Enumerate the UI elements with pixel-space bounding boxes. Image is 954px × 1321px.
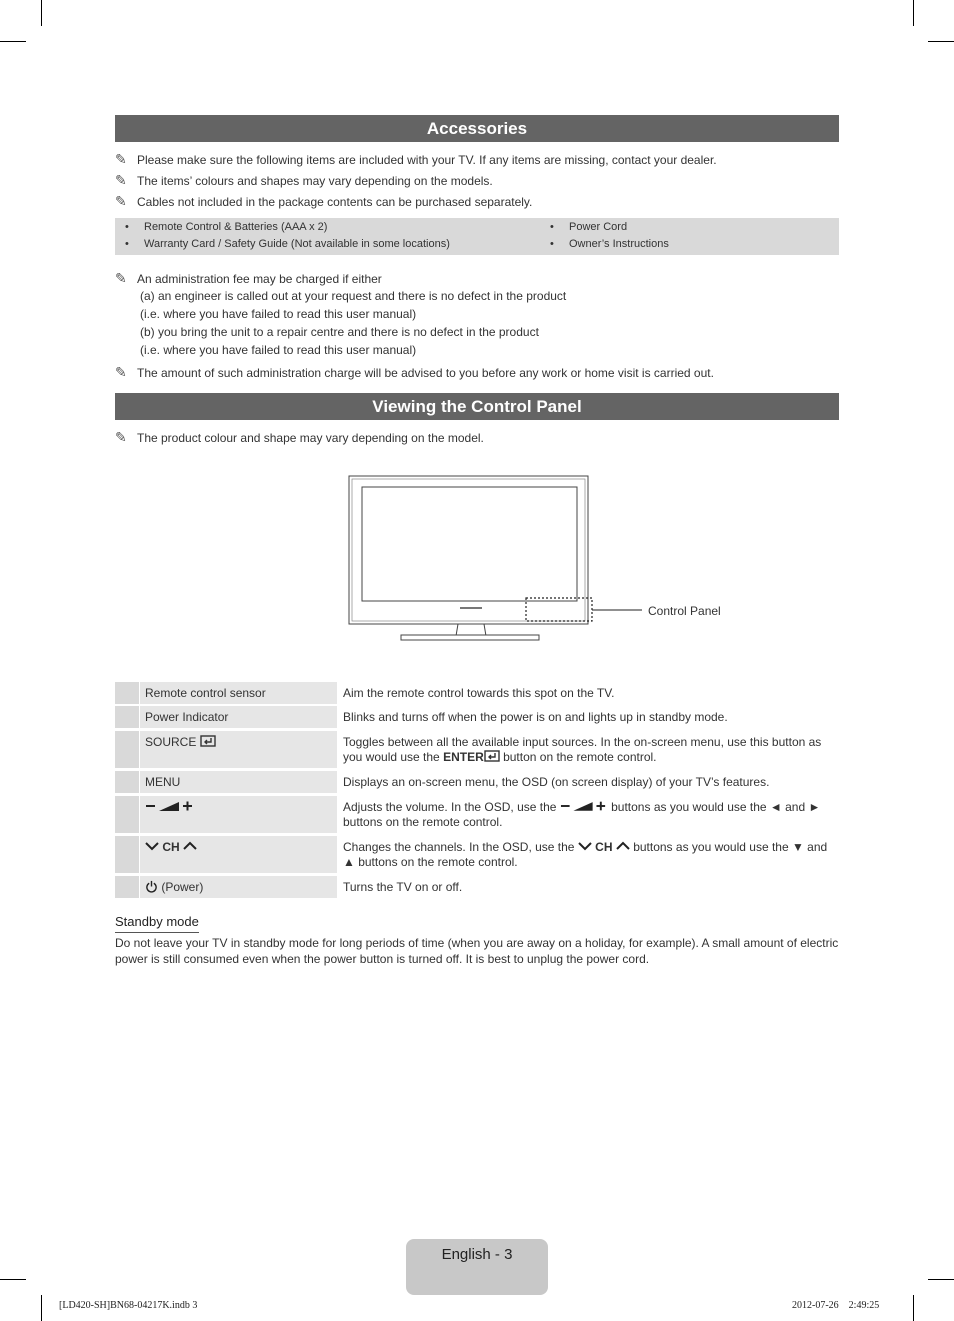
table-row — [115, 706, 839, 728]
row-name — [140, 876, 337, 898]
pencil-note-icon: ✎ — [115, 151, 127, 167]
enter-icon — [484, 750, 500, 762]
row-desc: Turns the TV on or off. — [339, 876, 839, 898]
row-marker — [115, 876, 139, 898]
volume-ramp-icon — [560, 800, 608, 812]
crop-mark — [928, 1279, 954, 1280]
fee-line: (i.e. where you have failed to read this user manual) — [140, 307, 417, 321]
page-number-tab — [406, 1239, 548, 1295]
chevron-up-icon — [616, 841, 630, 851]
table-row — [115, 876, 839, 898]
crop-mark — [913, 0, 914, 26]
row-marker — [115, 706, 139, 728]
row-desc: Blinks and turns off when the power is on and lights up in standby mode. — [339, 706, 839, 728]
crop-mark — [928, 41, 954, 42]
note-line — [115, 193, 532, 210]
row-name: MENU — [140, 771, 337, 793]
volume-ramp-icon — [145, 800, 195, 812]
list-item: • Remote Control & Batteries (AAA x 2) — [125, 221, 328, 233]
table-row — [115, 771, 839, 793]
row-name — [140, 796, 337, 833]
pencil-note-icon: ✎ — [115, 172, 127, 188]
note-text: An administration fee may be charged if either — [137, 272, 382, 286]
slug-left: [LD420-SH]BN68-04217K.indb 3 — [59, 1300, 198, 1311]
row-desc: Adjusts the volume. In the OSD, use the buttons as you would use the ◄ and ► buttons on the remote control. — [339, 796, 839, 833]
note-line — [115, 364, 714, 381]
note-text: The items’ colours and shapes may vary depending on the models. — [137, 174, 493, 188]
note-text: The product colour and shape may vary depending on the model. — [137, 431, 484, 445]
source-label: SOURCE — [145, 735, 197, 749]
tv-illustration — [340, 470, 740, 650]
pencil-note-icon: ✎ — [115, 429, 127, 445]
enter-label: ENTER — [443, 750, 484, 764]
note-text: Cables not included in the package contents can be purchased separately. — [137, 195, 533, 209]
pencil-note-icon: ✎ — [115, 270, 127, 286]
row-marker — [115, 836, 139, 873]
note-text: The amount of such administration charge will be advised to you before any work or home visit is carried out. — [137, 366, 714, 380]
note-line — [115, 429, 484, 446]
row-desc: Aim the remote control towards this spot on the TV. — [339, 682, 839, 704]
row-marker — [115, 771, 139, 793]
power-icon — [145, 880, 158, 893]
crop-mark — [0, 41, 26, 42]
chevron-up-icon — [183, 841, 197, 851]
row-name: Remote control sensor — [140, 682, 337, 704]
power-label: (Power) — [161, 880, 204, 894]
crop-mark — [41, 1295, 42, 1321]
enter-icon — [200, 735, 216, 747]
section-title-control-panel: Viewing the Control Panel — [115, 393, 839, 420]
row-marker — [115, 682, 139, 704]
accessories-list — [115, 218, 839, 255]
list-item: • Owner’s Instructions — [550, 238, 669, 250]
table-row — [115, 731, 839, 768]
list-item: • Warranty Card / Safety Guide (Not available in some locations) — [125, 238, 450, 250]
row-desc: Changes the channels. In the OSD, use the CH buttons as you would use the ▼ and ▲ buttons on the remote control. — [339, 836, 839, 873]
slug-right: 2012-07-26 2:49:25 — [792, 1300, 880, 1311]
standby-heading: Standby mode — [115, 914, 199, 933]
control-panel-callout: Control Panel — [648, 604, 721, 618]
pencil-note-icon: ✎ — [115, 193, 127, 209]
crop-mark — [913, 1295, 914, 1321]
fee-line: (a) an engineer is called out at your request and there is no defect in the product — [140, 289, 567, 303]
chevron-down-icon — [145, 841, 159, 851]
row-name: Power Indicator — [140, 706, 337, 728]
row-marker — [115, 796, 139, 833]
row-name — [140, 731, 337, 768]
fee-line: (i.e. where you have failed to read this user manual) — [140, 343, 417, 357]
row-marker — [115, 731, 139, 768]
note-line — [115, 172, 493, 189]
table-row — [115, 796, 839, 833]
fee-line: (b) you bring the unit to a repair centre and there is no defect in the product — [140, 325, 539, 339]
list-item: • Power Cord — [550, 221, 628, 233]
page-number: English - 3 — [441, 1246, 513, 1263]
pencil-note-icon: ✎ — [115, 364, 127, 380]
note-line — [115, 270, 382, 287]
standby-text: Do not leave your TV in standby mode for long periods of time (when you are away on a holiday, for example). A small amount of electric power is still consumed even when the power button is turned off. It is best to unplug the power cord. — [115, 936, 839, 966]
row-desc: Displays an on-screen menu, the OSD (on screen display) of your TV’s features. — [339, 771, 839, 793]
table-row — [115, 836, 839, 873]
chevron-down-icon — [578, 841, 592, 851]
note-line — [115, 151, 717, 168]
ch-label: CH — [595, 840, 613, 854]
row-name — [140, 836, 337, 873]
crop-mark — [41, 0, 42, 26]
ch-label: CH — [162, 840, 180, 854]
section-title-accessories: Accessories — [115, 115, 839, 142]
row-desc: Toggles between all the available input sources. In the on-screen menu, use this button as you would use the ENTER button on the remote control. — [339, 731, 839, 768]
note-text: Please make sure the following items are included with your TV. If any items are missing, contact your dealer. — [137, 153, 717, 167]
crop-mark — [0, 1279, 26, 1280]
table-row — [115, 682, 839, 704]
